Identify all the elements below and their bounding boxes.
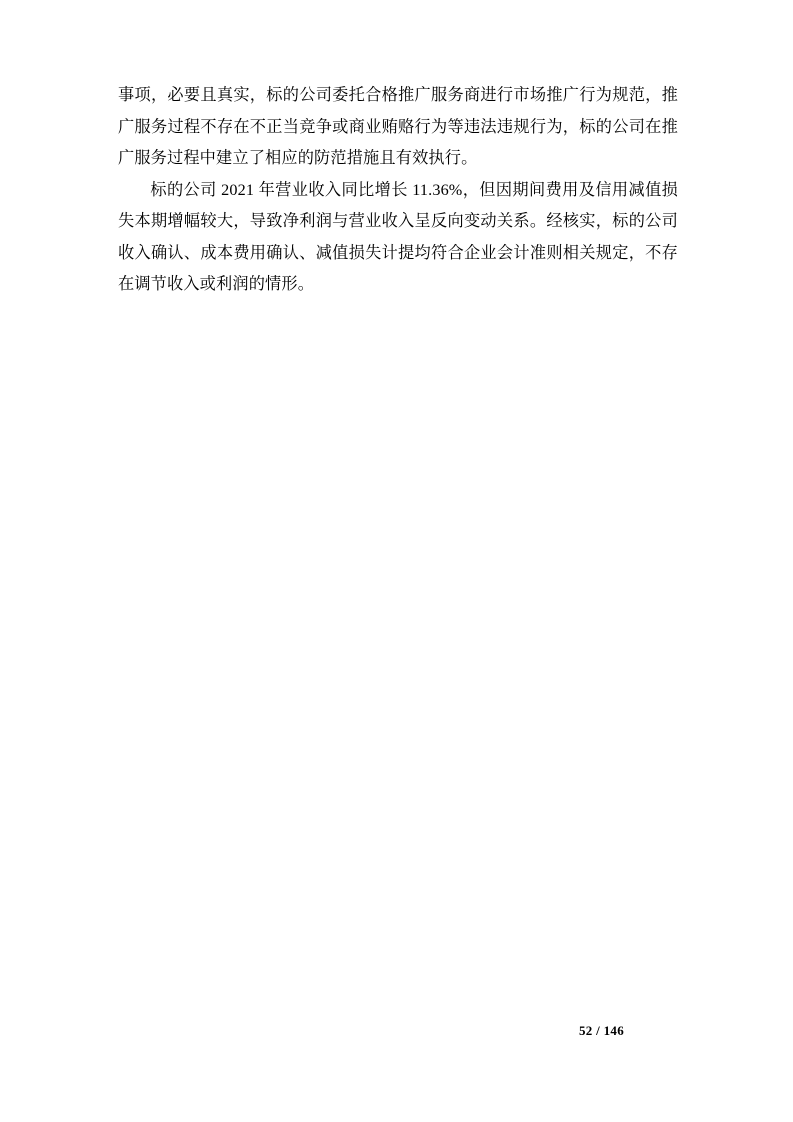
page-number: 52 / 146 (578, 1023, 624, 1038)
paragraph-2: 标的公司 2021 年营业收入同比增长 11.36%，但因期间费用及信用减值损失本期增幅较大，导致净利润与营业收入呈反向变动关系。经核实，标的公司收入确认、成本费用确认、减值损失计提均符合企业会计准则相关规定，不存在调节收入或利润的情形。 (118, 180, 678, 293)
page-footer (0, 1022, 793, 1040)
paragraph-1: 事项，必要且真实，标的公司委托合格推广服务商进行市场推广行为规范，推广服务过程不存在不正当竞争或商业贿赂行为等违法违规行为，标的公司在推广服务过程中建立了相应的防范措施且有效执行。 (118, 86, 678, 167)
page-content (118, 80, 678, 301)
